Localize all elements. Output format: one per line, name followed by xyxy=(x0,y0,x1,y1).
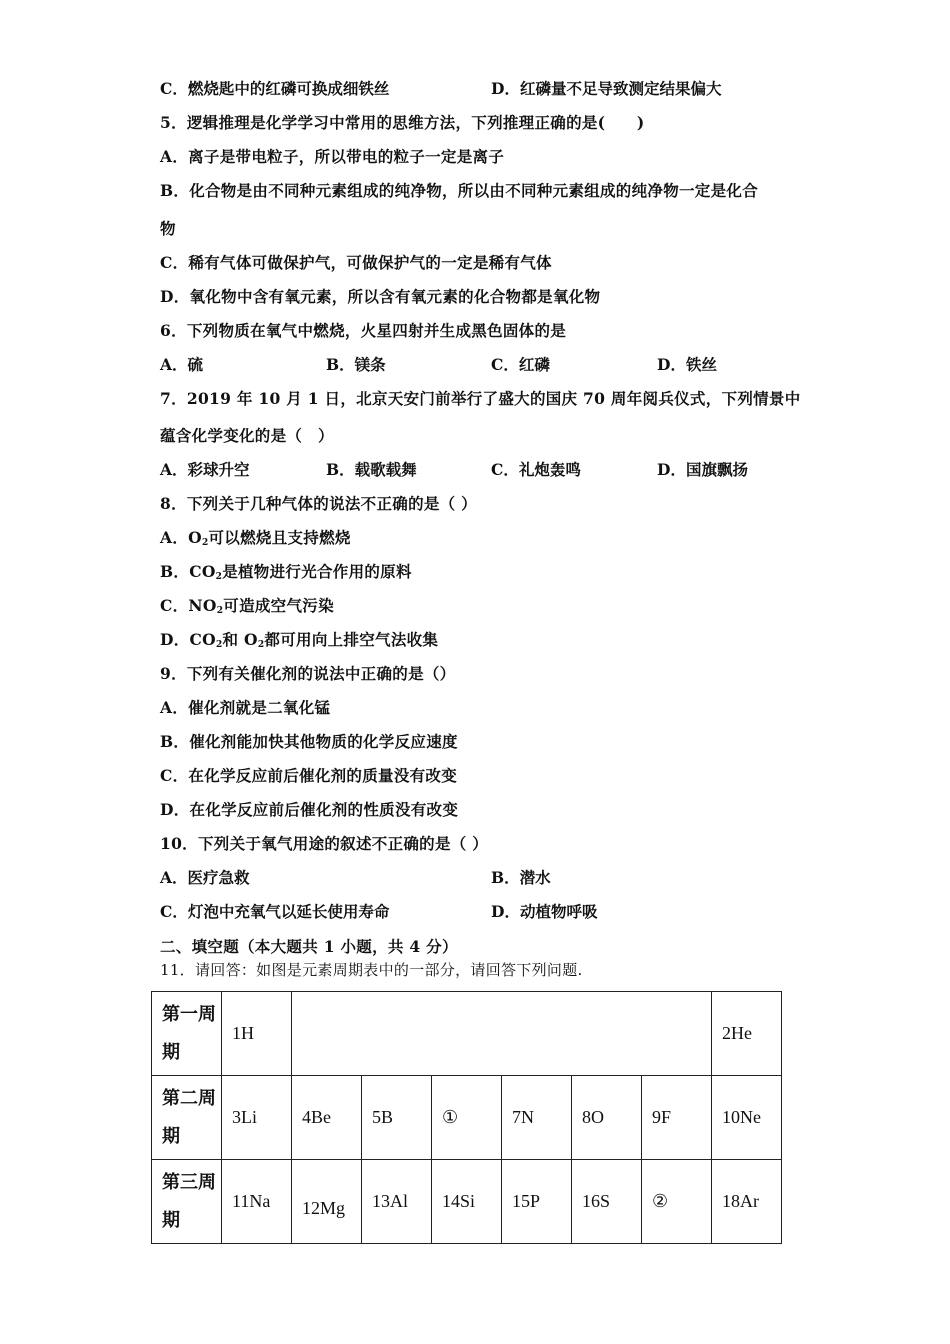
element-cell: 12Mg xyxy=(292,1160,362,1244)
q7-option-a: A．彩球升空 xyxy=(160,460,250,479)
q7-stem-line2: 蕴含化学变化的是（ ） xyxy=(160,426,334,445)
element-cell: 7N xyxy=(502,1076,572,1160)
table-row xyxy=(152,1160,782,1244)
element-cell: 15P xyxy=(502,1160,572,1244)
q6-option-d: D．铁丝 xyxy=(657,355,717,374)
blank-marker-2: ② xyxy=(642,1160,712,1244)
q9-option-a: A．催化剂就是二氧化锰 xyxy=(160,698,331,717)
q7-option-c: C．礼炮轰鸣 xyxy=(491,460,581,479)
q10-stem: 10．下列关于氧气用途的叙述不正确的是（ ） xyxy=(160,834,489,853)
q8-option-c: C．$NO_2$可造成空气污染 xyxy=(160,596,334,616)
q8-option-d: D．$CO_2$和 $O_2$都可用向上排空气法收集 xyxy=(160,630,439,650)
q4-option-d: D．红磷量不足导致测定结果偏大 xyxy=(491,79,722,98)
q8-stem: 8．下列关于几种气体的说法不正确的是（ ） xyxy=(160,494,477,513)
q7-option-b: B．载歌载舞 xyxy=(326,460,417,479)
q7-stem-line1: 7．2019 年 10 月 1 日，北京天安门前举行了盛大的国庆 70 周年阅兵仪式，下列情景中 xyxy=(160,389,801,408)
q9-option-c: C．在化学反应前后催化剂的质量没有改变 xyxy=(160,766,458,785)
q5-option-a: A．离子是带电粒子，所以带电的粒子一定是离子 xyxy=(160,147,505,166)
period-3-header: 第三周 期 xyxy=(152,1160,222,1244)
q6-stem: 6．下列物质在氧气中燃烧，火星四射并生成黑色固体的是 xyxy=(160,321,567,340)
q10-option-c: C．灯泡中充氧气以延长使用寿命 xyxy=(160,902,390,921)
q4-option-c: C．燃烧匙中的红磷可换成细铁丝 xyxy=(160,79,390,98)
table-row xyxy=(152,1076,782,1160)
table-row xyxy=(152,992,782,1076)
q5-option-b-line1: B．化合物是由不同种元素组成的纯净物，所以由不同种元素组成的纯净物一定是化合 xyxy=(160,181,759,200)
periodic-table xyxy=(151,991,782,1244)
q6-option-c: C．红磷 xyxy=(491,355,550,374)
element-cell: 8O xyxy=(572,1076,642,1160)
element-cell: 10Ne xyxy=(712,1076,782,1160)
q10-option-a: A．医疗急救 xyxy=(160,868,250,887)
element-cell: 9F xyxy=(642,1076,712,1160)
element-cell: 13Al xyxy=(362,1160,432,1244)
element-cell: 11Na xyxy=(222,1160,292,1244)
element-cell: 14Si xyxy=(432,1160,502,1244)
q6-option-a: A．硫 xyxy=(160,355,204,374)
blank-marker-1: ① xyxy=(432,1076,502,1160)
q5-option-c: C．稀有气体可做保护气，可做保护气的一定是稀有气体 xyxy=(160,253,552,272)
q5-option-d: D．氧化物中含有氧元素，所以含有氧元素的化合物都是氧化物 xyxy=(160,287,601,306)
element-cell: 16S xyxy=(572,1160,642,1244)
q9-stem: 9．下列有关催化剂的说法中正确的是（） xyxy=(160,664,456,683)
period-1-header: 第一周 期 xyxy=(152,992,222,1076)
element-cell: 3Li xyxy=(222,1076,292,1160)
q9-option-b: B．催化剂能加快其他物质的化学反应速度 xyxy=(160,732,458,751)
q7-option-d: D．国旗飘扬 xyxy=(657,460,748,479)
element-cell: 18Ar xyxy=(712,1160,782,1244)
element-cell: 4Be xyxy=(292,1076,362,1160)
q5-stem: 5．逻辑推理是化学学习中常用的思维方法，下列推理正确的是( ) xyxy=(160,113,645,132)
q9-option-d: D．在化学反应前后催化剂的性质没有改变 xyxy=(160,800,459,819)
q10-option-b: B．潜水 xyxy=(491,868,551,887)
q11-stem: 11．请回答：如图是元素周期表中的一部分，请回答下列问题. xyxy=(160,961,583,979)
period-2-header: 第二周 期 xyxy=(152,1076,222,1160)
element-cell: 1H xyxy=(222,992,292,1076)
q8-option-b: B．$CO_2$是植物进行光合作用的原料 xyxy=(160,562,412,582)
empty-span-cell xyxy=(292,992,712,1076)
q5-option-b-line2: 物 xyxy=(160,219,176,238)
q8-option-a: A．$O_2$可以燃烧且支持燃烧 xyxy=(160,528,351,548)
element-cell: 5B xyxy=(362,1076,432,1160)
section-title: 二、填空题（本大题共 1 小题，共 4 分） xyxy=(160,937,458,956)
q6-option-b: B．镁条 xyxy=(326,355,386,374)
q10-option-d: D．动植物呼吸 xyxy=(491,902,598,921)
element-cell: 2He xyxy=(712,992,782,1076)
